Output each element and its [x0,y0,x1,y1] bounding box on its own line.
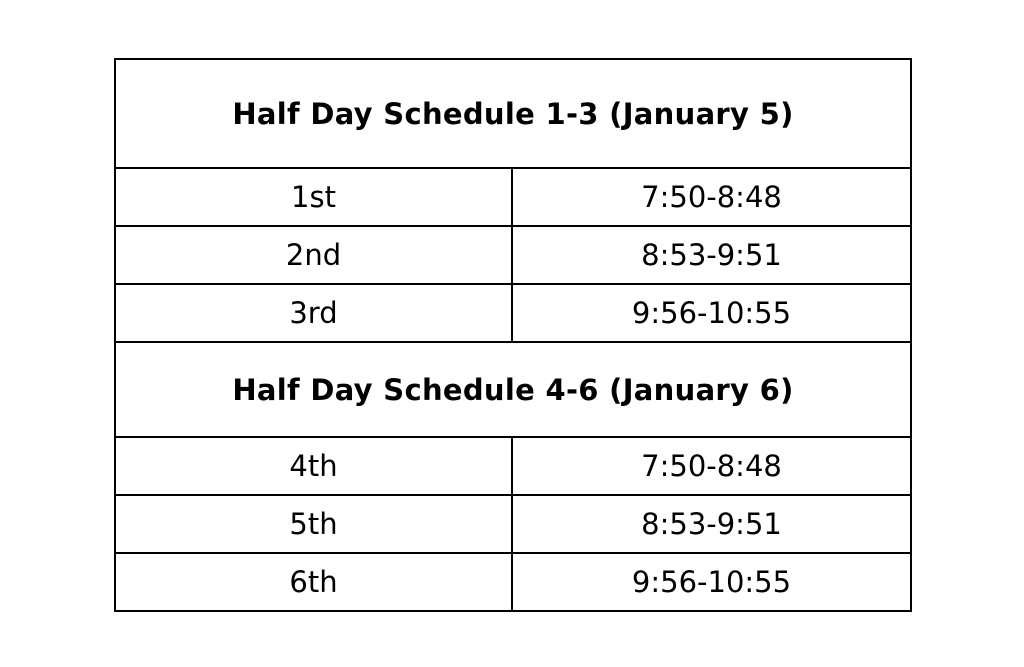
time-cell: 9:56-10:55 [512,553,911,611]
section-header-row [115,342,911,437]
time-cell: 8:53-9:51 [512,226,911,284]
period-cell: 5th [115,495,512,553]
table-row [115,284,911,342]
period-cell: 1st [115,168,512,226]
table-row [115,437,911,495]
time-cell: 7:50-8:48 [512,437,911,495]
period-cell: 6th [115,553,512,611]
section-title: Half Day Schedule 1-3 (January 5) [115,59,911,168]
period-cell: 3rd [115,284,512,342]
table-row [115,553,911,611]
table-row [115,495,911,553]
table-row [115,226,911,284]
section-header-row [115,59,911,168]
schedule-table [114,58,912,612]
time-cell: 8:53-9:51 [512,495,911,553]
table-row [115,168,911,226]
period-cell: 4th [115,437,512,495]
period-cell: 2nd [115,226,512,284]
time-cell: 7:50-8:48 [512,168,911,226]
section-title: Half Day Schedule 4-6 (January 6) [115,342,911,437]
time-cell: 9:56-10:55 [512,284,911,342]
